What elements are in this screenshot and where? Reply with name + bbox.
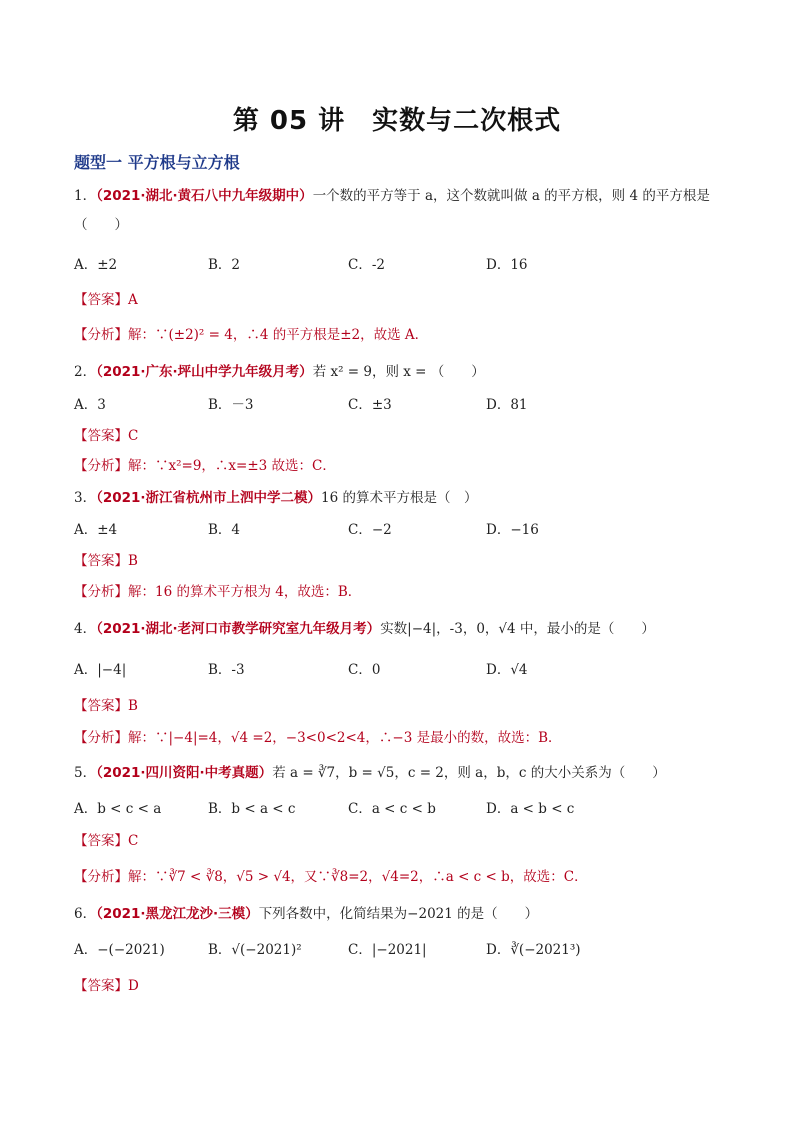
question-number: 3．: [74, 490, 97, 506]
question-number: 4．: [74, 621, 97, 637]
option-c: C．a < c < b: [348, 801, 436, 817]
analysis: 【分析】解：∵∛7 < ∛8，√5 > √4，又∵∛8=2，√4=2，∴a < c < b，故选：C．: [74, 869, 588, 885]
question-source: （2021·黑龙江龙沙·三模）: [96, 906, 259, 922]
answer: 【答案】C: [74, 833, 139, 849]
option-c: C．−2: [348, 522, 392, 538]
analysis: 【分析】解：16 的算术平方根为 4，故选：B．: [74, 584, 362, 600]
option-d: D．−16: [486, 522, 539, 538]
option-b: B．－3: [208, 397, 254, 413]
answer: 【答案】C: [74, 428, 139, 444]
analysis: 【分析】解：∵|−4|=4，√4 =2，−3<0<2<4，∴−3 是最小的数，故选：B．: [74, 730, 562, 746]
option-b: B．-3: [208, 662, 245, 678]
question-5: [74, 764, 666, 782]
option-c: C．±3: [348, 397, 392, 413]
option-d: D．81: [486, 397, 528, 413]
analysis: 【分析】解：∵(±2)² = 4，∴4 的平方根是±2，故选 A．: [74, 327, 429, 343]
question-stem: 若 x² = 9，则 x = （ ）: [312, 364, 485, 380]
option-a: A．±2: [74, 257, 118, 273]
option-d: D．16: [486, 257, 528, 273]
option-a: A．3: [74, 397, 106, 413]
option-c: C．0: [348, 662, 381, 678]
option-d: D．∛(−2021³): [486, 942, 581, 958]
answer: 【答案】B: [74, 698, 138, 714]
option-b: B．4: [208, 522, 241, 538]
question-1-stem-cont: （ ）: [74, 217, 128, 233]
question-number: 2．: [74, 364, 97, 380]
question-3: [74, 489, 478, 507]
question-source: （2021·广东·坪山中学九年级月考）: [96, 364, 313, 380]
question-source: （2021·浙江省杭州市上泗中学二模）: [96, 490, 322, 506]
option-a: A．±4: [74, 522, 118, 538]
question-number: 1．: [74, 188, 97, 204]
option-b: B．2: [208, 257, 241, 273]
question-4: [74, 620, 655, 638]
page-title: 第 05 讲 实数与二次根式: [232, 106, 562, 136]
section-heading: 题型一 平方根与立方根: [74, 153, 240, 172]
option-d: D．a < b < c: [486, 801, 575, 817]
analysis: 【分析】解：∵x²=9，∴x=±3 故选：C．: [74, 458, 336, 474]
answer: 【答案】D: [74, 978, 139, 994]
option-a: A．|−4|: [74, 662, 127, 678]
question-stem: 一个数的平方等于 a，这个数就叫做 a 的平方根，则 4 的平方根是: [312, 188, 710, 204]
question-1: [74, 187, 710, 205]
question-stem: 下列各数中，化简结果为−2021 的是（ ）: [258, 906, 539, 922]
question-stem: 实数|−4|，-3，0，√4 中，最小的是（ ）: [380, 621, 655, 637]
question-2: [74, 363, 485, 381]
question-stem: 若 a = ∛7，b = √5，c = 2，则 a，b，c 的大小关系为（ ）: [272, 765, 666, 781]
question-number: 5．: [74, 765, 97, 781]
question-source: （2021·湖北·老河口市教学研究室九年级月考）: [96, 621, 381, 637]
question-6: [74, 905, 538, 923]
option-a: A．−(−2021): [74, 942, 165, 958]
question-source: （2021·湖北·黄石八中九年级期中）: [96, 188, 313, 204]
question-source: （2021·四川资阳·中考真题）: [96, 765, 273, 781]
option-a: A．b < c < a: [74, 801, 162, 817]
question-number: 6．: [74, 906, 97, 922]
option-b: B．√(−2021)²: [208, 942, 302, 958]
answer: 【答案】A: [74, 292, 138, 308]
option-c: C．-2: [348, 257, 385, 273]
option-d: D．√4: [486, 662, 528, 678]
answer: 【答案】B: [74, 553, 138, 569]
option-b: B．b < a < c: [208, 801, 296, 817]
option-c: C．|−2021|: [348, 942, 427, 958]
question-stem: 16 的算术平方根是（ ）: [321, 490, 478, 506]
